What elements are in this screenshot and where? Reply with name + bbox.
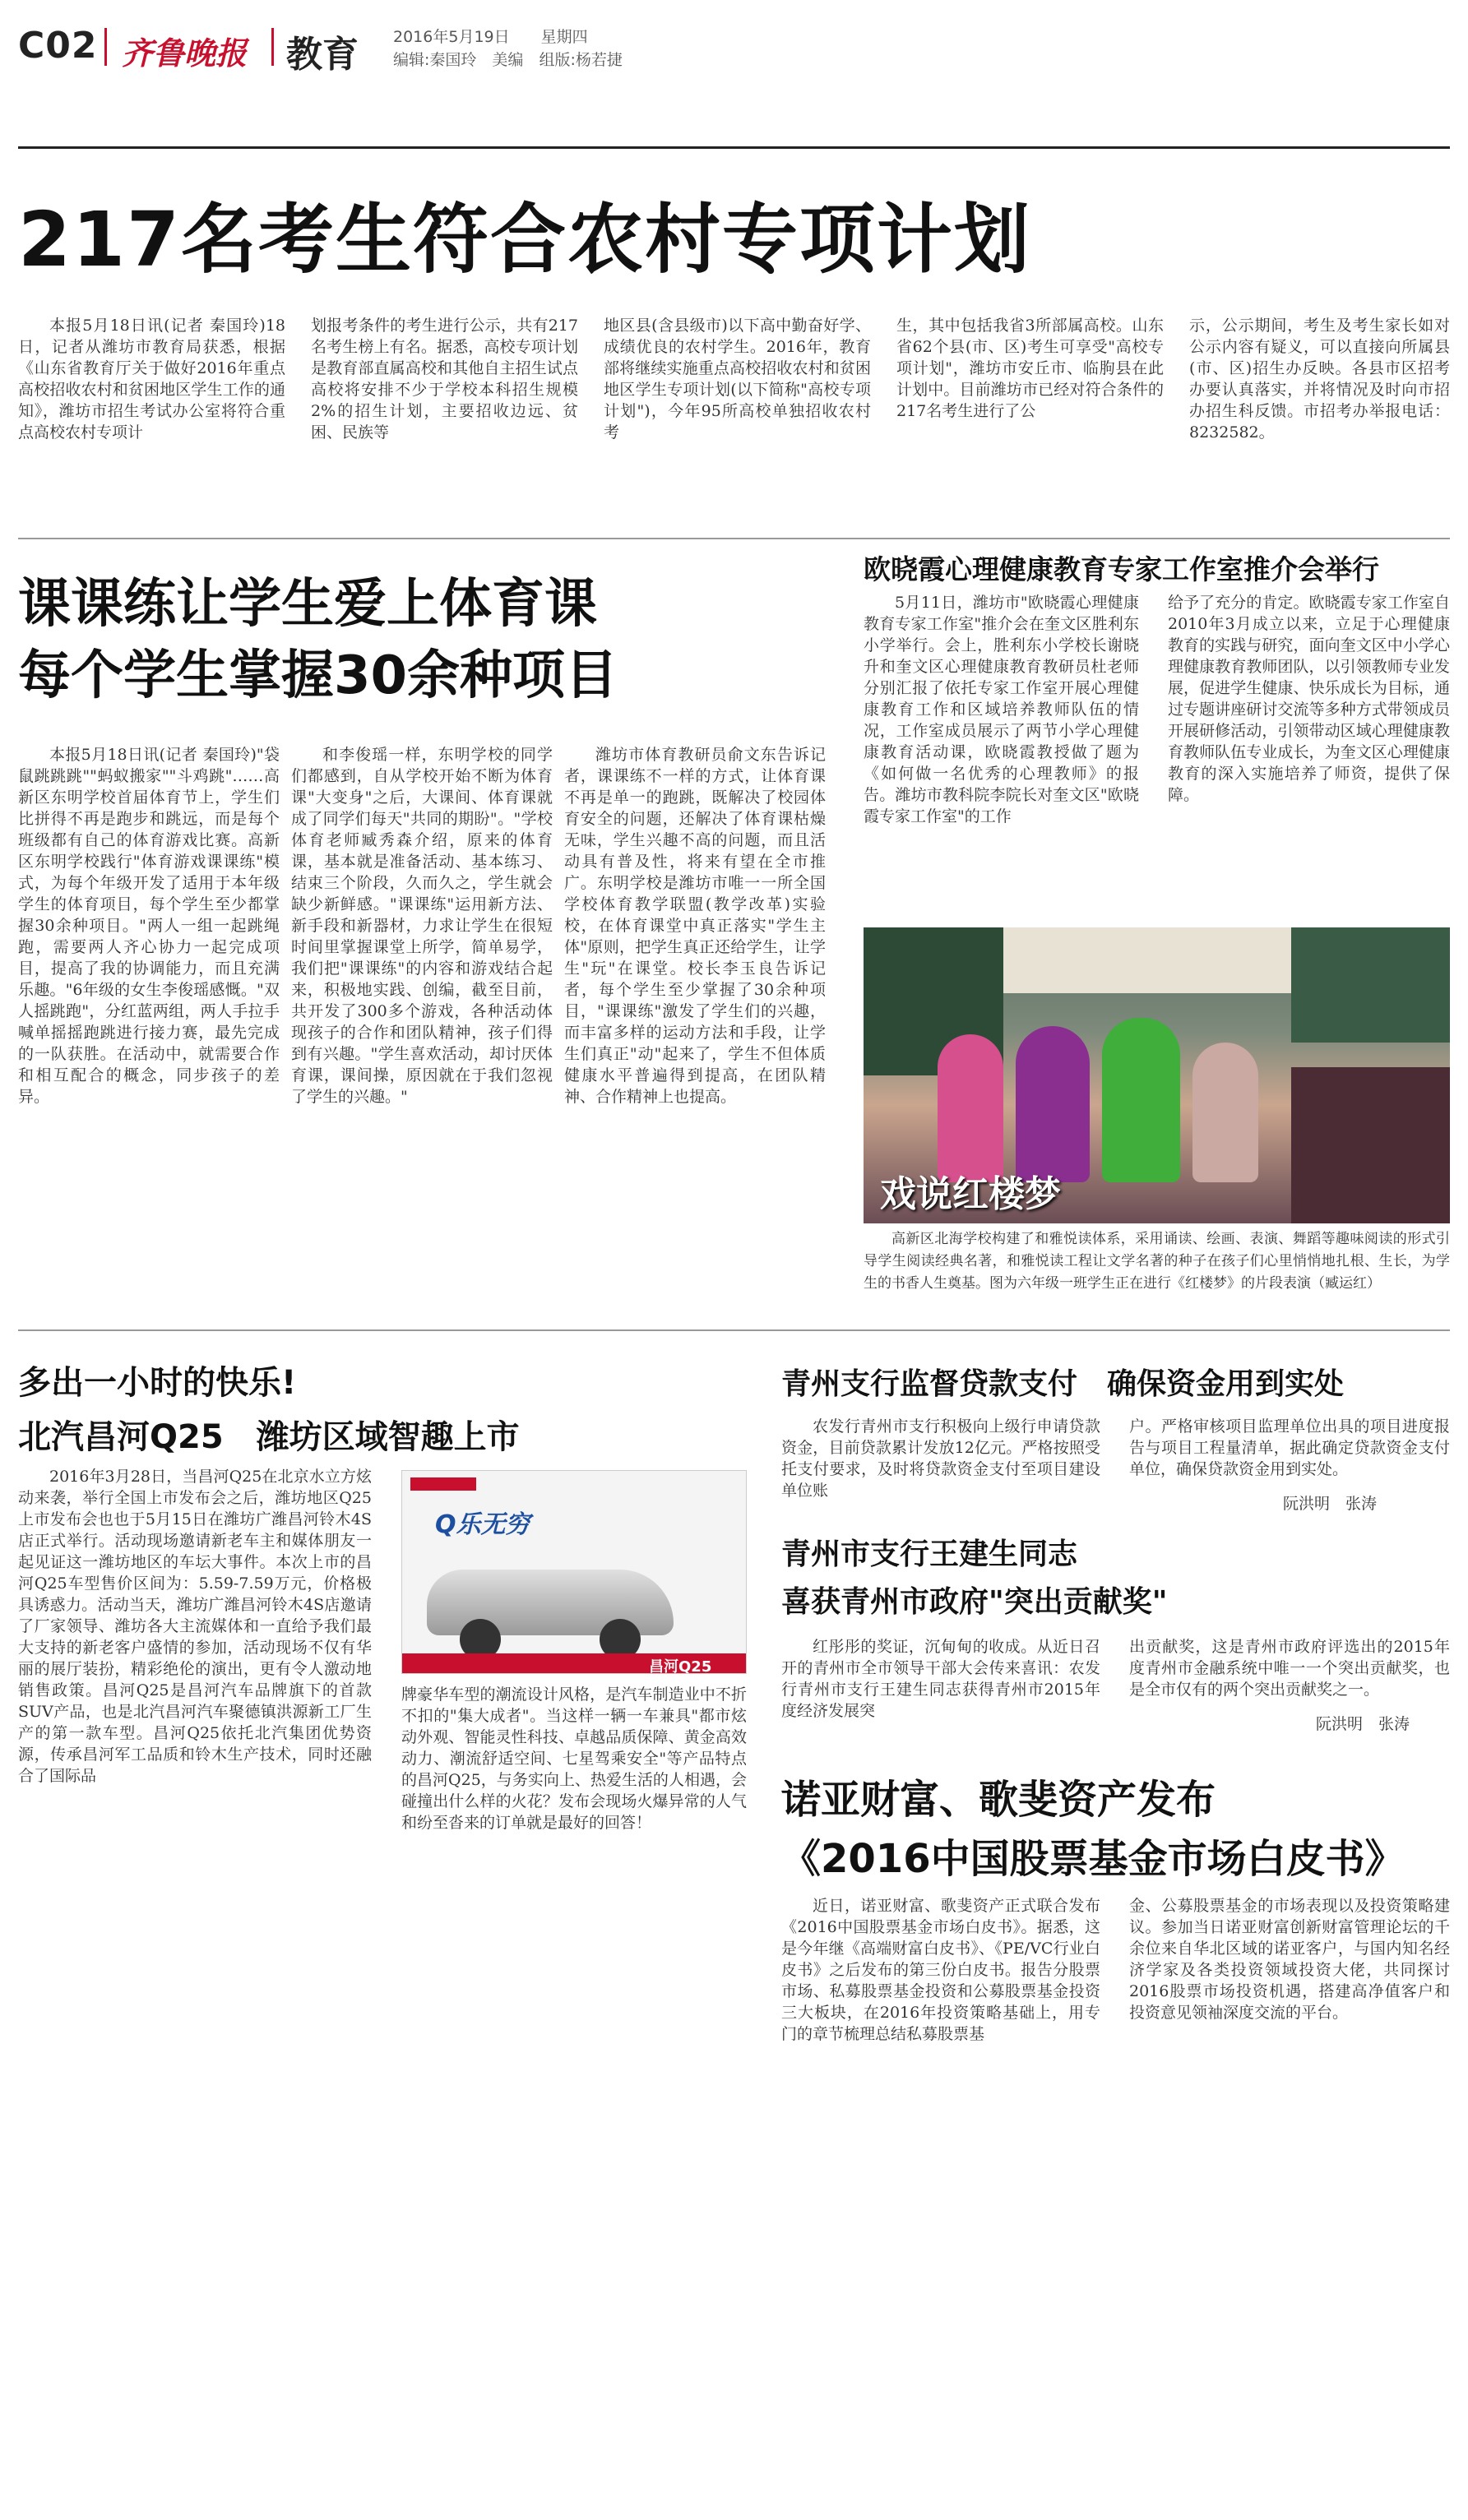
ad-slogan: Q乐无穷 — [435, 1510, 530, 1539]
headline: 诺亚财富、歌斐资产发布 — [781, 1777, 1216, 1823]
student-figure — [1016, 1026, 1090, 1182]
column: 本报5月18日讯(记者 秦国玲)18日，记者从潍坊市教育局获悉，根据《山东省教育厅关于做好2016年重点高校招收农村和贫困地区学生工作的通知》，潍坊市招生考试办公室将符合重点高校农村专项计 — [18, 317, 285, 442]
column: 出贡献奖，这是青州市政府评选出的2015年度青州市金融系统中唯一一个突出贡献奖，也是全市仅有的两个突出贡献奖之一。 — [1129, 1638, 1450, 1699]
column: 生，其中包括我省3所部属高校。山东省62个县(市、区)考生可享受"高校专项计划"，潍坊市安丘市、临朐县在此计划中。目前潍坊市已经对符合条件的217名考生进行了公 — [896, 317, 1164, 420]
column: 划报考条件的考生进行公示，共有217名考生榜上有名。据悉，高校专项计划是教育部直属高校和其他自主招生试点高校将安排不少于学校本科招生规模2%的招生计划，主要招收边远、贫困、民族等 — [311, 317, 578, 442]
headline: 217名考生符合农村专项计划 — [18, 196, 1032, 284]
section-name: 教育 — [286, 34, 359, 76]
credits — [393, 48, 623, 70]
headline: 北汽昌河Q25 潍坊区域智趣上市 — [18, 1418, 520, 1456]
blackboard — [1291, 927, 1450, 1043]
student-figure — [1192, 1043, 1258, 1182]
weekday: 星期四 — [540, 28, 588, 46]
column: 示，公示期间，考生及考生家长如对公示内容有疑义，可以直接向所属县(市、区)招生办反映。各县市区招考办要认真落实，并将情况及时向市招办招生科反馈。市招考办举报电话：8232582。 — [1189, 317, 1450, 442]
headline: 多出一小时的快乐! — [18, 1364, 297, 1402]
student-figure — [1102, 1018, 1180, 1182]
section-rule — [18, 1329, 1450, 1331]
masthead-divider-2 — [271, 28, 274, 66]
byline: 阮洪明 张涛 — [1316, 1715, 1410, 1733]
headline: 青州市支行王建生同志 — [781, 1537, 1078, 1571]
column: 地区县(含县级市)以下高中勤奋好学、成绩优良的农村学生。2016年，教育部将继续实施重点高校招收农村和贫困地区学生专项计划(以下简称"高校专项计划")，今年95所高校单独招收农村考 — [604, 317, 871, 442]
column: 5月11日，潍坊市"欧晓霞心理健康教育专家工作室"推介会在奎文区胜利东小学举行。会上，胜利东小学校长谢晓升和奎文区心理健康教育教研员杜老师分别汇报了依托专家工作室开展心理健康教育工作和区域培养教师队伍的情况，工作室成员展示了两节小学心理健康教育活动课，欧晓霞教授做了题为《如何做一名优秀的心理教师》的报告。潍坊市教科院李院长对奎文区"欧晓霞专家工作室"的工作 — [864, 594, 1139, 825]
masthead-divider — [104, 28, 107, 66]
column: 金、公募股票基金的市场表现以及投资策略建议。参加当日诺亚财富创新财富管理论坛的千余位来自华北区域的诺亚客户，与国内知名经济学家及各类投资领域投资大佬，共同探讨2016股票市场投资机遇，搭建高净值客户和投资意见领袖深度交流的平台。 — [1129, 1897, 1450, 2022]
screen — [1003, 927, 1291, 993]
audience — [1291, 1067, 1450, 1223]
column: 牌豪华车型的潮流设计风格，是汽车制造业中不折不扣的"集大成者"。当这样一辆一车兼具"都市炫动外观、智能灵性科技、卓越品质保障、黄金高效动力、潮流舒适空间、七星驾乘安全"等产品特点的昌河Q25，与务实向上、热爱生活的人相遇，会碰撞出什么样的火花？发布会现场火爆异常的人气和纷至沓来的订单就是最好的回答！ — [401, 1685, 747, 1832]
art-editor: 美编 — [492, 51, 524, 69]
brand-logo — [410, 1477, 476, 1491]
headline: 欧晓霞心理健康教育专家工作室推介会举行 — [864, 553, 1379, 585]
headline: 课课练让学生爱上体育课 — [18, 574, 597, 635]
column: 红彤彤的奖证，沉甸甸的收成。从近日召开的青州市全市领导干部大会传来喜讯：农发行青州市支行王建生同志获得青州市2015年度经济发展突 — [781, 1638, 1100, 1720]
headline: 每个学生掌握30余种项目 — [18, 645, 618, 706]
column: 2016年3月28日，当昌河Q25在北京水立方炫动来袭，举行全国上市发布会之后，潍坊地区Q25上市发布会也也于5月15日在潍坊广潍昌河铃木4S店正式举行。活动现场邀请新老车主和媒体朋友一起见证这一潍坊地区的车坛大事件。本次上市的昌河Q25车型售价区间为：5.59-7.59万元，价格极具诱惑力。活动当天，潍坊广潍昌河铃木4S店邀请了厂家领导、潍坊各大主流媒体和一直给予我们最大支持的新老客户盛情的参加，活动现场不仅有华丽的展厅装扮，精彩绝伦的演出，更有令人激动地销售政策。昌河Q25是昌河汽车品牌旗下的首款SUV产品，也是北汽昌河汽车聚德镇洪源新工厂生产的第一款车型。昌河Q25依托北汽集团优势资源，传承昌河军工品质和铃木生产技术，同时还融合了国际品 — [18, 1468, 372, 1785]
photo-caption-text: 高新区北海学校构建了和雅悦读体系，采用诵读、绘画、表演、舞蹈等趣味阅读的形式引导学生阅读经典名著，和雅悦读工程让文学名著的种子在孩子们心里悄悄地扎根、生长，为学生的书香人生奠基。图为六年级一班学生正在进行《红楼梦》的片段表演（臧运红） — [864, 1231, 1450, 1292]
column: 本报5月18日讯(记者 秦国玲)"袋鼠跳跳跳""蚂蚁搬家""斗鸡跳"……高新区东明学校首届体育节上，学生们比拼得不再是跑步和跳远，而是每个班级都有自己的体育游戏比赛。高新区东明学校践行"体育游戏课课练"模式，为每个年级开发了适用于本年级学生的体育项目，每个学生至少都掌握30余种项目。"两人一组一起跳绳跑，需要两人齐心协力一起完成项目，提高了我的协调能力，而且充满乐趣。"6年级的女生李俊瑶感慨。"双人摇跳跑"，分红蓝两组，两人手拉手喊单摇摇跑跳进行接力赛，最先完成的一队获胜。在活动中，就需要合作和相互配合的概念，同步孩子的差异。 — [18, 746, 280, 1106]
photo-red-mansion — [864, 927, 1450, 1223]
ad-model: 昌河Q25 — [649, 1658, 712, 1674]
car-advertisement — [401, 1470, 747, 1674]
issue-date — [393, 25, 588, 47]
photo-caption: 戏说红楼梦 — [880, 1173, 1061, 1215]
date: 2016年5月19日 — [393, 28, 510, 46]
top-rule — [18, 146, 1450, 149]
column: 潍坊市体育教研员俞文东告诉记者，课课练不一样的方式，让体育课不再是单一的跑跳，既解决了校园体育安全的问题，还解决了体育课枯燥无味，学生兴趣不高的问题，而且活动具有普及性，将来有望在全市推广。东明学校是潍坊市唯一一所全国学校体育教学联盟(教学改革)实验校，在体育课堂中真正落实"学生主体"原则，把学生真正还给学生，让学生"玩"在课堂。校长李玉良告诉记者，每个学生至少掌握了30余种项目，"课课练"激发了学生们的兴趣，而丰富多样的运动方法和手段，让学生们真正"动"起来了，学生不但体质健康水平普遍得到提高，在团队精神、合作精神上也提高。 — [564, 746, 826, 1106]
section-rule — [18, 538, 1450, 539]
column: 农发行青州市支行积极向上级行申请贷款资金，目前贷款累计发放12亿元。严格按照受托支付要求，及时将贷款资金支付至项目建设单位账 — [781, 1417, 1100, 1500]
column: 近日，诺亚财富、歌斐资产正式联合发布《2016中国股票基金市场白皮书》。据悉，这是今年继《高端财富白皮书》、《PE/VC行业白皮书》之后发布的第三份白皮书。报告分股票市场、私募股票基金投资和公募股票基金投资三大板块，在2016年投资策略基础上，用专门的章节梳理总结私募股票基 — [781, 1897, 1100, 2043]
column: 户。严格审核项目监理单位出具的项目进度报告与项目工程量清单，据此确定贷款资金支付单位，确保贷款资金用到实处。 — [1129, 1417, 1450, 1478]
byline: 阮洪明 张涛 — [1283, 1495, 1378, 1513]
headline: 喜获青州市政府"突出贡献奖" — [781, 1585, 1168, 1619]
page-number: C02 — [18, 25, 98, 67]
student-figure — [938, 1034, 1003, 1182]
layout-editor: 组版:杨若捷 — [539, 51, 623, 69]
column: 和李俊瑶一样，东明学校的同学们都感到，自从学校开始不断为体育课"大变身"之后，大课间、体育课就成了同学们每天"共同的期盼"。"学校体育老师臧秀森介绍，原来的体育课，基本就是准备活动、基本练习、结束三个阶段，久而久之，学生就会缺少新鲜感。"课课练"运用新方法、新手段和新器材，力求让学生在很短时间里掌握课堂上所学，简单易学，我们把"课课练"的内容和游戏结合起来，积极地实践、创编，截至目前，共开发了300多个游戏，各种活动体现孩子的合作和团队精神，孩子们得到有兴趣。"学生喜欢活动，却讨厌体育课，课间操，原因就在于我们忽视了学生的兴趣。" — [291, 746, 553, 1106]
headline: 青州支行监督贷款支付 确保资金用到实处 — [781, 1367, 1345, 1401]
editor: 编辑:秦国玲 — [393, 51, 477, 69]
headline: 《2016中国股票基金市场白皮书》 — [781, 1836, 1405, 1882]
paper-logo: 齐鲁晚报 — [122, 35, 248, 72]
column: 给予了充分的肯定。欧晓霞专家工作室自2010年3月成立以来，立足于心理健康教育的实践与研究，面向奎文区中小学心理健康教育教师团队，以引领教师专业发展，促进学生健康、快乐成长为目标，通过专题讲座研讨交流等多种方式带领成员开展研修活动，引领带动区域心理健康教育教师队伍专业成长，为奎文区心理健康教育的深入实施培养了师资，提供了保障。 — [1168, 594, 1450, 804]
